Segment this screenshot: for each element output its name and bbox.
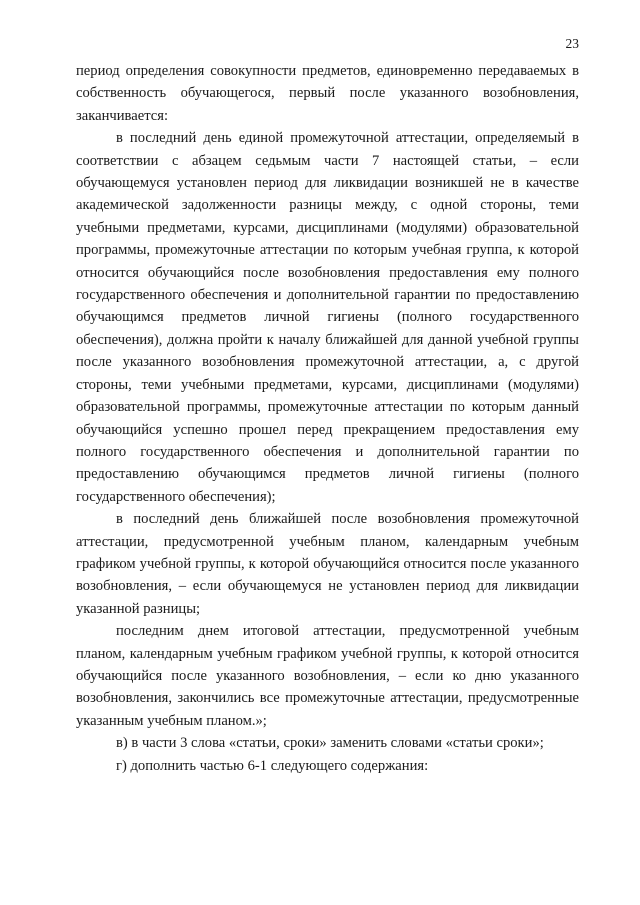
paragraph-case-period-not-set: в последний день ближайшей после возобновления промежуточной аттестации, предусмотренной учебным планом, календарным учебным графиком учебной группы, к которой обучающийся относится после указанного возобновления, – если обучающемуся не установлен период для ликвидации указанной разницы;: [76, 511, 579, 617]
page-number: 23: [565, 36, 579, 51]
paragraph-case-period-set: в последний день единой промежуточной аттестации, определяемый в соответствии с абзацем седьмым части 7 настоящей статьи, – если обучающемуся установлен период для ликвидации возникшей не в качестве академической задолженности разницы между, с одной стороны, теми учебными предметами, курсами, дисциплинами (модулями) образовательной программы, промежуточные аттестации по которым учебная группа, к которой относится обучающийся после возобновления предоставления ему полного государственного обеспечения и дополнительной гарантии по предоставлению обучающимся предметов личной гигиены (полного государственного обеспечения), должна пройти к началу ближайшей для данной учебной группы после указанного возобновления промежуточной аттестации, а, с другой стороны, теми учебными предметами, курсами, дисциплинами (модулями) образовательной программы, промежуточные аттестации по которым данный обучающийся успешно прошел перед прекращением предоставления ему полного государственного обеспечения и дополнительной гарантии по предоставлению обучающимся предметов личной гигиены (полного государственного обеспечения);: [76, 130, 579, 505]
paragraph-case-final-attestation: последним днем итоговой аттестации, предусмотренной учебным планом, календарным учебным графиком учебной группы, к которой относится обучающийся после указанного возобновления, – если ко дню указанного возобновления, закончились все промежуточные аттестации, предусмотренные указанным учебным планом.»;: [76, 623, 579, 729]
paragraph-intro: период определения совокупности предметов, единовременно передаваемых в собственность обучающегося, первый после указанного возобновления, заканчивается:: [76, 63, 579, 124]
paragraph-amendment-part-6-1: г) дополнить частью 6-1 следующего содержания:: [116, 757, 429, 774]
paragraph-amendment-part-3: в) в части 3 слова «статьи, сроки» заменить словами «статьи сроки»;: [116, 735, 544, 752]
document-body: [76, 60, 579, 777]
